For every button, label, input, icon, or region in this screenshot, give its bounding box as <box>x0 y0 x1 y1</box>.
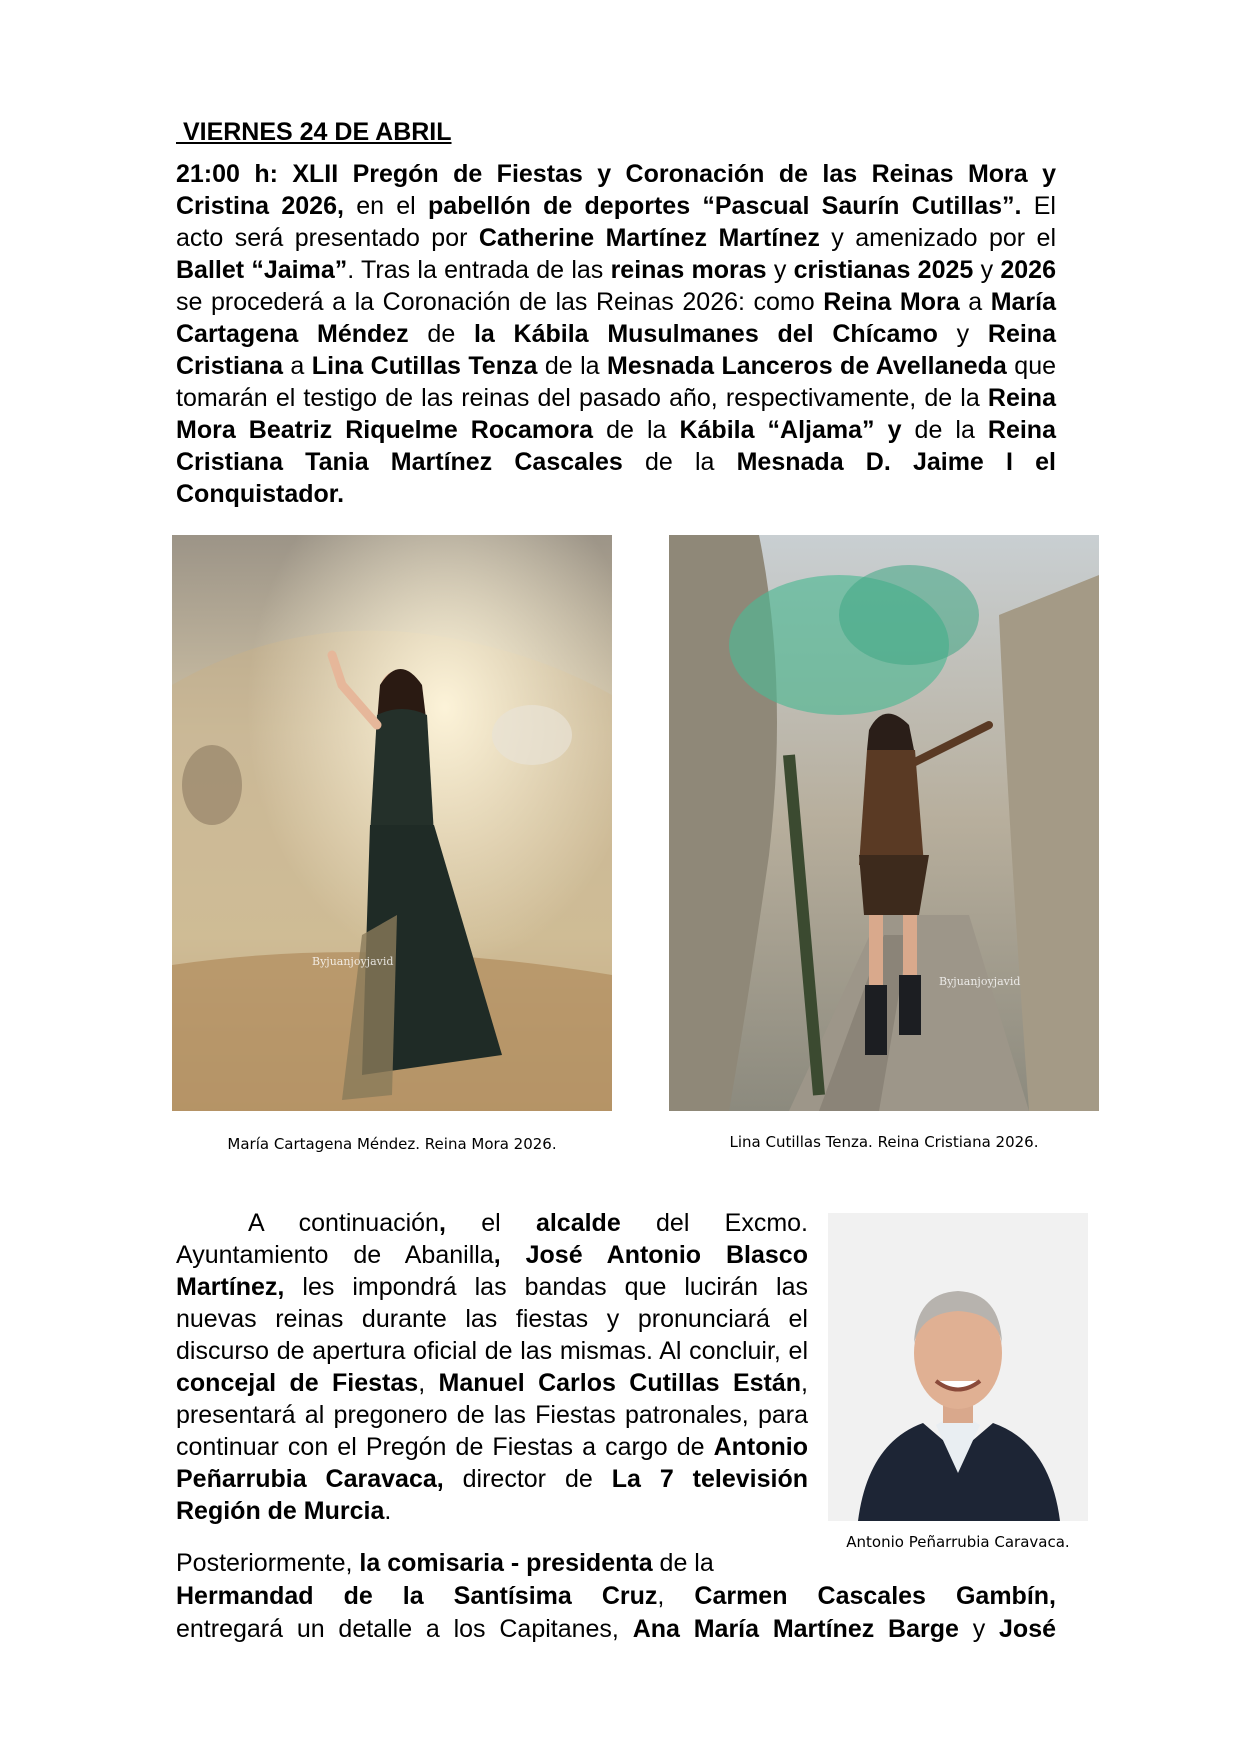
queen-cristiana-photo <box>669 535 1099 1111</box>
watermark-mora: Byjuanjoyjavid <box>312 955 394 968</box>
closing-line-1: Posteriormente, la comisaria - presidenta de la <box>176 1549 714 1577</box>
queen-mora-caption: María Cartagena Méndez. Reina Mora 2026. <box>227 1135 557 1153</box>
mayor-paragraph: A continuación, el alcalde del Excmo. Ayuntamiento de Abanilla, José Antonio Blasco Martínez, les impondrá las bandas que lucirán las nuevas reinas durante las fiestas y pronunciará el discurso de apertura oficial de las mismas. Al concluir, el concejal de Fiestas, Manuel Carlos Cutillas Están, presentará al pregonero de las Fiestas patronales, para continuar con el Pregón de Fiestas a cargo de Antonio Peñarrubia Caravaca, director de La 7 televisión Región de Murcia. <box>176 1209 809 1525</box>
closing-line-3: entregará un detalle a los Capitanes, Ana María Martínez Barge y José <box>176 1615 1056 1643</box>
watermark-cristiana: Byjuanjoyjavid <box>939 975 1021 988</box>
herald-photo <box>828 1213 1088 1521</box>
section-heading: VIERNES 24 DE ABRIL <box>176 118 452 146</box>
closing-paragraph <box>176 1547 1056 1646</box>
herald-caption: Antonio Peñarrubia Caravaca. <box>846 1533 1070 1551</box>
closing-line-2: Hermandad de la Santísima Cruz, Carmen Cascales Gambín, <box>176 1582 1056 1610</box>
queen-cristiana-caption: Lina Cutillas Tenza. Reina Cristiana 2026. <box>729 1133 1039 1151</box>
event-title: 21:00 h: XLII Pregón de Fiestas y Coronación de las Reinas Mora y Cristina 2026, <box>176 160 1056 220</box>
coronation-paragraph: 21:00 h: XLII Pregón de Fiestas y Coronación de las Reinas Mora y Cristina 2026, en el pabellón de deportes “Pascual Saurín Cutillas”. El acto será presentado por Catherine Martínez Martínez y amenizado por el Ballet “Jaima”. Tras la entrada de las reinas moras y cristianas 2025 y 2026 se procederá a la Coronación de las Reinas 2026: como Reina Mora a María Cartagena Méndez de la Kábila Musulmanes del Chícamo y Reina Cristiana a Lina Cutillas Tenza de la Mesnada Lanceros de Avellaneda que tomarán el testigo de las reinas del pasado año, respectivamente, de la Reina Mora Beatriz Riquelme Rocamora de la Kábila “Aljama” y de la Reina Cristiana Tania Martínez Cascales de la Mesnada D. Jaime I el Conquistador. <box>176 160 1057 508</box>
queen-mora-photo <box>172 535 612 1111</box>
